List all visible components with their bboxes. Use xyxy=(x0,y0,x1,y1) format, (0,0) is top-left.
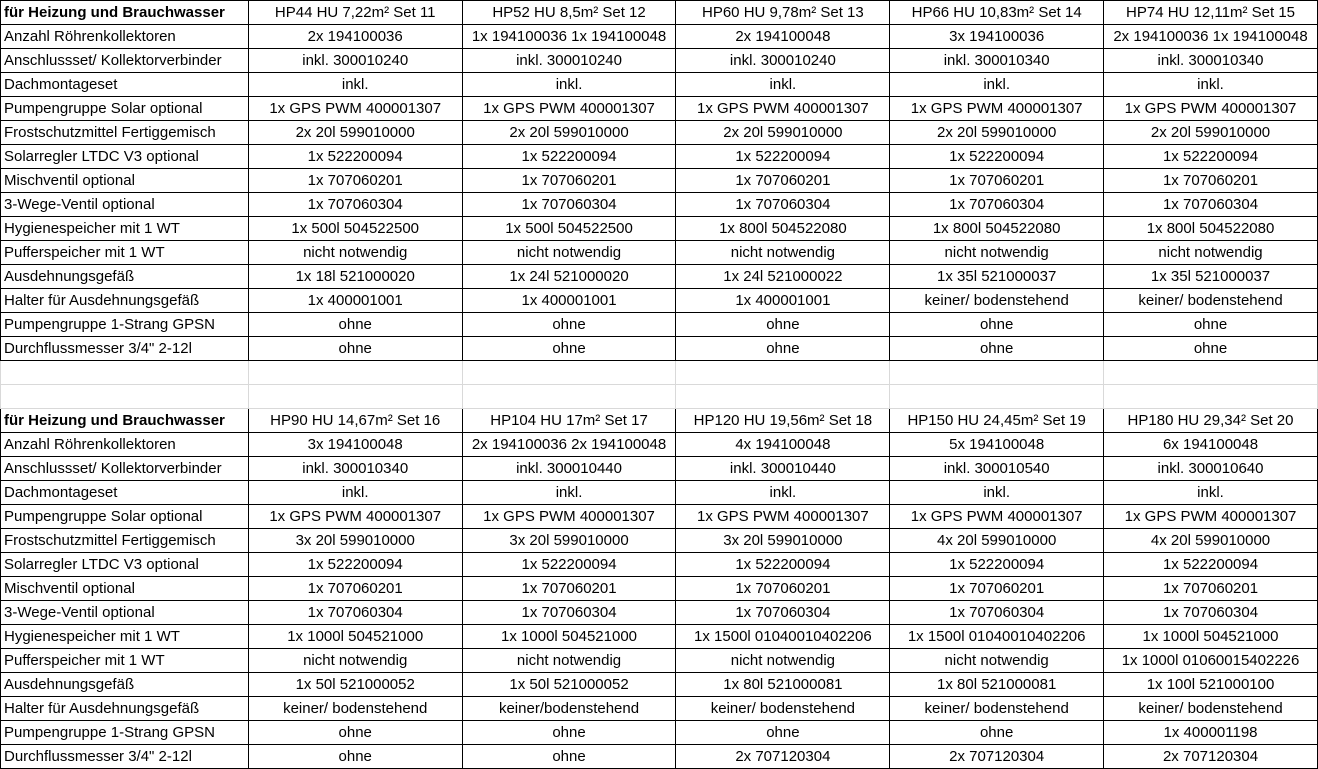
row-label-cell[interactable]: Hygienespeicher mit 1 WT xyxy=(1,217,249,241)
table-row xyxy=(1,697,1318,721)
value-cell[interactable]: 1x GPS PWM 400001307 xyxy=(890,97,1104,121)
value-cell[interactable]: 1x 100l 521000100 xyxy=(1104,673,1318,697)
value-cell[interactable]: nicht notwendig xyxy=(890,241,1104,265)
value-cell[interactable]: 1x 707060304 xyxy=(248,193,462,217)
empty-cell[interactable] xyxy=(1,361,249,385)
value-cell[interactable]: inkl. xyxy=(462,481,676,505)
table-row xyxy=(1,313,1318,337)
value-cell[interactable]: 1x 50l 521000052 xyxy=(248,673,462,697)
row-label-cell[interactable]: Dachmontageset xyxy=(1,73,249,97)
value-cell[interactable]: ohne xyxy=(462,337,676,361)
empty-cell[interactable] xyxy=(248,385,462,409)
value-cell[interactable]: 1x 24l 521000022 xyxy=(676,265,890,289)
value-cell[interactable]: ohne xyxy=(1104,313,1318,337)
value-cell[interactable]: 1x GPS PWM 400001307 xyxy=(676,97,890,121)
value-cell[interactable]: 1x 707060201 xyxy=(890,169,1104,193)
value-cell[interactable]: inkl. xyxy=(1104,73,1318,97)
value-cell[interactable]: 1x 707060304 xyxy=(1104,601,1318,625)
value-cell[interactable]: 1x GPS PWM 400001307 xyxy=(462,97,676,121)
value-cell[interactable]: 1x GPS PWM 400001307 xyxy=(890,505,1104,529)
value-cell[interactable]: ohne xyxy=(462,721,676,745)
value-cell[interactable]: 5x 194100048 xyxy=(890,433,1104,457)
value-cell[interactable]: 1x 522200094 xyxy=(462,553,676,577)
value-cell[interactable]: 2x 194100048 xyxy=(676,25,890,49)
table-row xyxy=(1,289,1318,313)
value-cell[interactable]: inkl. 300010540 xyxy=(890,457,1104,481)
set-header-cell[interactable]: HP52 HU 8,5m² Set 12 xyxy=(462,1,676,25)
value-cell[interactable]: 1x GPS PWM 400001307 xyxy=(462,505,676,529)
empty-cell[interactable] xyxy=(462,361,676,385)
value-cell[interactable]: 4x 194100048 xyxy=(676,433,890,457)
value-cell[interactable]: 1x GPS PWM 400001307 xyxy=(1104,505,1318,529)
value-cell[interactable]: 3x 194100048 xyxy=(248,433,462,457)
value-cell[interactable]: 1x 80l 521000081 xyxy=(676,673,890,697)
value-cell[interactable]: 1x 522200094 xyxy=(676,553,890,577)
empty-row xyxy=(1,385,1318,409)
table-row xyxy=(1,217,1318,241)
value-cell[interactable]: 1x 707060304 xyxy=(676,193,890,217)
value-cell[interactable]: 1x 522200094 xyxy=(676,145,890,169)
value-cell[interactable]: nicht notwendig xyxy=(676,241,890,265)
value-cell[interactable]: inkl. 300010240 xyxy=(462,49,676,73)
value-cell[interactable]: 1x 800l 504522080 xyxy=(676,217,890,241)
value-cell[interactable]: 1x GPS PWM 400001307 xyxy=(1104,97,1318,121)
value-cell[interactable]: 1x 1500l 01040010402206 xyxy=(890,625,1104,649)
value-cell[interactable]: 1x 194100036 1x 194100048 xyxy=(462,25,676,49)
row-label-cell[interactable]: Mischventil optional xyxy=(1,169,249,193)
empty-cell[interactable] xyxy=(676,385,890,409)
value-cell[interactable]: 1x GPS PWM 400001307 xyxy=(676,505,890,529)
value-cell[interactable]: nicht notwendig xyxy=(462,241,676,265)
table-row xyxy=(1,721,1318,745)
value-cell[interactable]: 1x 707060201 xyxy=(676,169,890,193)
value-cell[interactable]: 2x 707120304 xyxy=(1104,745,1318,769)
value-cell[interactable]: 1x 522200094 xyxy=(462,145,676,169)
value-cell[interactable]: 1x 35l 521000037 xyxy=(890,265,1104,289)
empty-cell[interactable] xyxy=(890,361,1104,385)
table-row xyxy=(1,265,1318,289)
value-cell[interactable]: 1x 707060201 xyxy=(676,577,890,601)
value-cell[interactable]: 1x 800l 504522080 xyxy=(890,217,1104,241)
row-label-cell[interactable]: Solarregler LTDC V3 optional xyxy=(1,553,249,577)
row-label-cell[interactable]: Anschlussset/ Kollektorverbinder xyxy=(1,457,249,481)
value-cell[interactable]: 1x 35l 521000037 xyxy=(1104,265,1318,289)
table-row xyxy=(1,145,1318,169)
value-cell[interactable]: 1x 400001001 xyxy=(676,289,890,313)
value-cell[interactable]: 1x 400001198 xyxy=(1104,721,1318,745)
set-block xyxy=(1,409,1318,769)
value-cell[interactable]: ohne xyxy=(890,721,1104,745)
value-cell[interactable]: 1x 707060201 xyxy=(248,577,462,601)
empty-cell[interactable] xyxy=(1104,385,1318,409)
value-cell[interactable]: inkl. 300010440 xyxy=(676,457,890,481)
value-cell[interactable]: 3x 194100036 xyxy=(890,25,1104,49)
value-cell[interactable]: ohne xyxy=(462,313,676,337)
row-label-cell[interactable]: Mischventil optional xyxy=(1,577,249,601)
value-cell[interactable]: inkl. xyxy=(462,73,676,97)
row-label-cell[interactable]: Ausdehnungsgefäß xyxy=(1,673,249,697)
value-cell[interactable]: ohne xyxy=(248,745,462,769)
value-cell[interactable]: 1x 522200094 xyxy=(248,553,462,577)
value-cell[interactable]: inkl. xyxy=(1104,481,1318,505)
value-cell[interactable]: 1x GPS PWM 400001307 xyxy=(248,505,462,529)
row-label-cell[interactable]: Anschlussset/ Kollektorverbinder xyxy=(1,49,249,73)
table-row xyxy=(1,745,1318,769)
value-cell[interactable]: 1x 1000l 01060015402226 xyxy=(1104,649,1318,673)
value-cell[interactable]: 1x 707060304 xyxy=(462,601,676,625)
value-cell[interactable]: 1x 707060201 xyxy=(248,169,462,193)
row-label-cell[interactable]: Frostschutzmittel Fertiggemisch xyxy=(1,121,249,145)
table-row xyxy=(1,505,1318,529)
row-label-cell[interactable]: Pumpengruppe Solar optional xyxy=(1,505,249,529)
table-row xyxy=(1,481,1318,505)
value-cell[interactable]: inkl. xyxy=(890,481,1104,505)
value-cell[interactable]: nicht notwendig xyxy=(248,649,462,673)
value-cell[interactable]: ohne xyxy=(676,313,890,337)
value-cell[interactable]: 1x 400001001 xyxy=(462,289,676,313)
value-cell[interactable]: inkl. 300010340 xyxy=(890,49,1104,73)
value-cell[interactable]: inkl. xyxy=(676,73,890,97)
value-cell[interactable]: 1x 18l 521000020 xyxy=(248,265,462,289)
value-cell[interactable]: inkl. 300010340 xyxy=(248,457,462,481)
value-cell[interactable]: keiner/ bodenstehend xyxy=(676,697,890,721)
value-cell[interactable]: 2x 707120304 xyxy=(890,745,1104,769)
value-cell[interactable]: ohne xyxy=(248,313,462,337)
value-cell[interactable]: 1x 522200094 xyxy=(1104,145,1318,169)
row-label-cell[interactable]: Anzahl Röhrenkollektoren xyxy=(1,25,249,49)
row-label-cell[interactable]: Dachmontageset xyxy=(1,481,249,505)
row-label-cell[interactable]: 3-Wege-Ventil optional xyxy=(1,193,249,217)
value-cell[interactable]: 2x 20l 599010000 xyxy=(890,121,1104,145)
value-cell[interactable]: 1x 50l 521000052 xyxy=(462,673,676,697)
value-cell[interactable]: ohne xyxy=(676,721,890,745)
value-cell[interactable]: 1x 1000l 504521000 xyxy=(462,625,676,649)
value-cell[interactable]: inkl. xyxy=(676,481,890,505)
header-label-cell[interactable]: für Heizung und Brauchwasser xyxy=(1,1,249,25)
value-cell[interactable]: nicht notwendig xyxy=(462,649,676,673)
value-cell[interactable]: inkl. xyxy=(248,481,462,505)
value-cell[interactable]: 3x 20l 599010000 xyxy=(462,529,676,553)
row-label-cell[interactable]: Pumpengruppe 1-Strang GPSN xyxy=(1,721,249,745)
value-cell[interactable]: ohne xyxy=(890,313,1104,337)
value-cell[interactable]: inkl. 300010240 xyxy=(248,49,462,73)
row-label-cell[interactable]: Pumpengruppe 1-Strang GPSN xyxy=(1,313,249,337)
value-cell[interactable]: inkl. 300010340 xyxy=(1104,49,1318,73)
value-cell[interactable]: 1x 522200094 xyxy=(1104,553,1318,577)
table-row xyxy=(1,625,1318,649)
value-cell[interactable]: inkl. xyxy=(890,73,1104,97)
table-row xyxy=(1,241,1318,265)
table-row xyxy=(1,169,1318,193)
value-cell[interactable]: 1x 80l 521000081 xyxy=(890,673,1104,697)
table-row xyxy=(1,553,1318,577)
value-cell[interactable]: 1x 1000l 504521000 xyxy=(1104,625,1318,649)
row-label-cell[interactable]: Halter für Ausdehnungsgefäß xyxy=(1,697,249,721)
row-label-cell[interactable]: Pumpengruppe Solar optional xyxy=(1,97,249,121)
value-cell[interactable]: ohne xyxy=(248,721,462,745)
value-cell[interactable]: 1x 500l 504522500 xyxy=(462,217,676,241)
value-cell[interactable]: 1x 707060304 xyxy=(890,601,1104,625)
table-row xyxy=(1,193,1318,217)
value-cell[interactable]: ohne xyxy=(248,337,462,361)
spacer-rows xyxy=(1,361,1318,409)
empty-cell[interactable] xyxy=(676,361,890,385)
value-cell[interactable]: 2x 194100036 1x 194100048 xyxy=(1104,25,1318,49)
table-row xyxy=(1,649,1318,673)
value-cell[interactable]: 4x 20l 599010000 xyxy=(1104,529,1318,553)
empty-cell[interactable] xyxy=(890,385,1104,409)
value-cell[interactable]: 3x 20l 599010000 xyxy=(676,529,890,553)
empty-cell[interactable] xyxy=(462,385,676,409)
row-label-cell[interactable]: Anzahl Röhrenkollektoren xyxy=(1,433,249,457)
set-header-cell[interactable]: HP120 HU 19,56m² Set 18 xyxy=(676,409,890,433)
row-label-cell[interactable]: Durchflussmesser 3/4" 2-12l xyxy=(1,745,249,769)
set-header-cell[interactable]: HP44 HU 7,22m² Set 11 xyxy=(248,1,462,25)
header-label-cell[interactable]: für Heizung und Brauchwasser xyxy=(1,409,249,433)
table-row xyxy=(1,433,1318,457)
value-cell[interactable]: 4x 20l 599010000 xyxy=(890,529,1104,553)
value-cell[interactable]: nicht notwendig xyxy=(1104,241,1318,265)
set-header-cell[interactable]: HP90 HU 14,67m² Set 16 xyxy=(248,409,462,433)
value-cell[interactable]: keiner/ bodenstehend xyxy=(890,697,1104,721)
value-cell[interactable]: 6x 194100048 xyxy=(1104,433,1318,457)
set-header-cell[interactable]: HP74 HU 12,11m² Set 15 xyxy=(1104,1,1318,25)
value-cell[interactable]: 1x 707060304 xyxy=(1104,193,1318,217)
value-cell[interactable]: keiner/ bodenstehend xyxy=(1104,289,1318,313)
value-cell[interactable]: 2x 707120304 xyxy=(676,745,890,769)
value-cell[interactable]: 1x 707060201 xyxy=(1104,577,1318,601)
value-cell[interactable]: 3x 20l 599010000 xyxy=(248,529,462,553)
empty-cell[interactable] xyxy=(1104,361,1318,385)
row-label-cell[interactable]: Ausdehnungsgefäß xyxy=(1,265,249,289)
row-label-cell[interactable]: Frostschutzmittel Fertiggemisch xyxy=(1,529,249,553)
value-cell[interactable]: 1x GPS PWM 400001307 xyxy=(248,97,462,121)
row-label-cell[interactable]: Solarregler LTDC V3 optional xyxy=(1,145,249,169)
value-cell[interactable]: 1x 707060201 xyxy=(1104,169,1318,193)
row-label-cell[interactable]: Durchflussmesser 3/4" 2-12l xyxy=(1,337,249,361)
set-header-cell[interactable]: HP150 HU 24,45m² Set 19 xyxy=(890,409,1104,433)
table-row xyxy=(1,121,1318,145)
table-row xyxy=(1,457,1318,481)
value-cell[interactable]: keiner/ bodenstehend xyxy=(1104,697,1318,721)
value-cell[interactable]: keiner/ bodenstehend xyxy=(248,697,462,721)
value-cell[interactable]: inkl. 300010440 xyxy=(462,457,676,481)
value-cell[interactable]: 1x 707060304 xyxy=(676,601,890,625)
table-row xyxy=(1,577,1318,601)
table-row xyxy=(1,25,1318,49)
row-label-cell[interactable]: Hygienespeicher mit 1 WT xyxy=(1,625,249,649)
value-cell[interactable]: 1x 707060304 xyxy=(248,601,462,625)
value-cell[interactable]: 2x 20l 599010000 xyxy=(1104,121,1318,145)
header-row xyxy=(1,1,1318,25)
value-cell[interactable]: 1x 707060201 xyxy=(462,169,676,193)
value-cell[interactable]: 1x 707060201 xyxy=(462,577,676,601)
value-cell[interactable]: nicht notwendig xyxy=(676,649,890,673)
value-cell[interactable]: 1x 1500l 01040010402206 xyxy=(676,625,890,649)
empty-cell[interactable] xyxy=(1,385,249,409)
value-cell[interactable]: 1x 24l 521000020 xyxy=(462,265,676,289)
value-cell[interactable]: 2x 20l 599010000 xyxy=(462,121,676,145)
value-cell[interactable]: nicht notwendig xyxy=(890,649,1104,673)
set-header-cell[interactable]: HP180 HU 29,34² Set 20 xyxy=(1104,409,1318,433)
set-header-cell[interactable]: HP60 HU 9,78m² Set 13 xyxy=(676,1,890,25)
table-row xyxy=(1,49,1318,73)
value-cell[interactable]: 1x 500l 504522500 xyxy=(248,217,462,241)
table-row xyxy=(1,673,1318,697)
value-cell[interactable]: inkl. 300010640 xyxy=(1104,457,1318,481)
value-cell[interactable]: ohne xyxy=(890,337,1104,361)
value-cell[interactable]: keiner/ bodenstehend xyxy=(890,289,1104,313)
value-cell[interactable]: 1x 400001001 xyxy=(248,289,462,313)
value-cell[interactable]: 1x 522200094 xyxy=(890,145,1104,169)
value-cell[interactable]: inkl. 300010240 xyxy=(676,49,890,73)
table-row xyxy=(1,97,1318,121)
empty-row xyxy=(1,361,1318,385)
value-cell[interactable]: inkl. xyxy=(248,73,462,97)
row-label-cell[interactable]: Pufferspeicher mit 1 WT xyxy=(1,649,249,673)
table-row xyxy=(1,529,1318,553)
value-cell[interactable]: 1x 800l 504522080 xyxy=(1104,217,1318,241)
value-cell[interactable]: 2x 20l 599010000 xyxy=(676,121,890,145)
empty-cell[interactable] xyxy=(248,361,462,385)
value-cell[interactable]: ohne xyxy=(676,337,890,361)
set-header-cell[interactable]: HP66 HU 10,83m² Set 14 xyxy=(890,1,1104,25)
value-cell[interactable]: 1x 522200094 xyxy=(890,553,1104,577)
value-cell[interactable]: 2x 194100036 xyxy=(248,25,462,49)
value-cell[interactable]: 1x 1000l 504521000 xyxy=(248,625,462,649)
value-cell[interactable]: ohne xyxy=(1104,337,1318,361)
value-cell[interactable]: 1x 707060304 xyxy=(890,193,1104,217)
table-row xyxy=(1,601,1318,625)
row-label-cell[interactable]: Pufferspeicher mit 1 WT xyxy=(1,241,249,265)
value-cell[interactable]: 1x 707060201 xyxy=(890,577,1104,601)
value-cell[interactable]: ohne xyxy=(462,745,676,769)
value-cell[interactable]: 2x 20l 599010000 xyxy=(248,121,462,145)
table-row xyxy=(1,337,1318,361)
row-label-cell[interactable]: Halter für Ausdehnungsgefäß xyxy=(1,289,249,313)
value-cell[interactable]: 1x 707060304 xyxy=(462,193,676,217)
value-cell[interactable]: keiner/bodenstehend xyxy=(462,697,676,721)
header-row xyxy=(1,409,1318,433)
value-cell[interactable]: 2x 194100036 2x 194100048 xyxy=(462,433,676,457)
value-cell[interactable]: 1x 522200094 xyxy=(248,145,462,169)
set-header-cell[interactable]: HP104 HU 17m² Set 17 xyxy=(462,409,676,433)
set-block xyxy=(1,1,1318,361)
row-label-cell[interactable]: 3-Wege-Ventil optional xyxy=(1,601,249,625)
table-row xyxy=(1,73,1318,97)
value-cell[interactable]: nicht notwendig xyxy=(248,241,462,265)
